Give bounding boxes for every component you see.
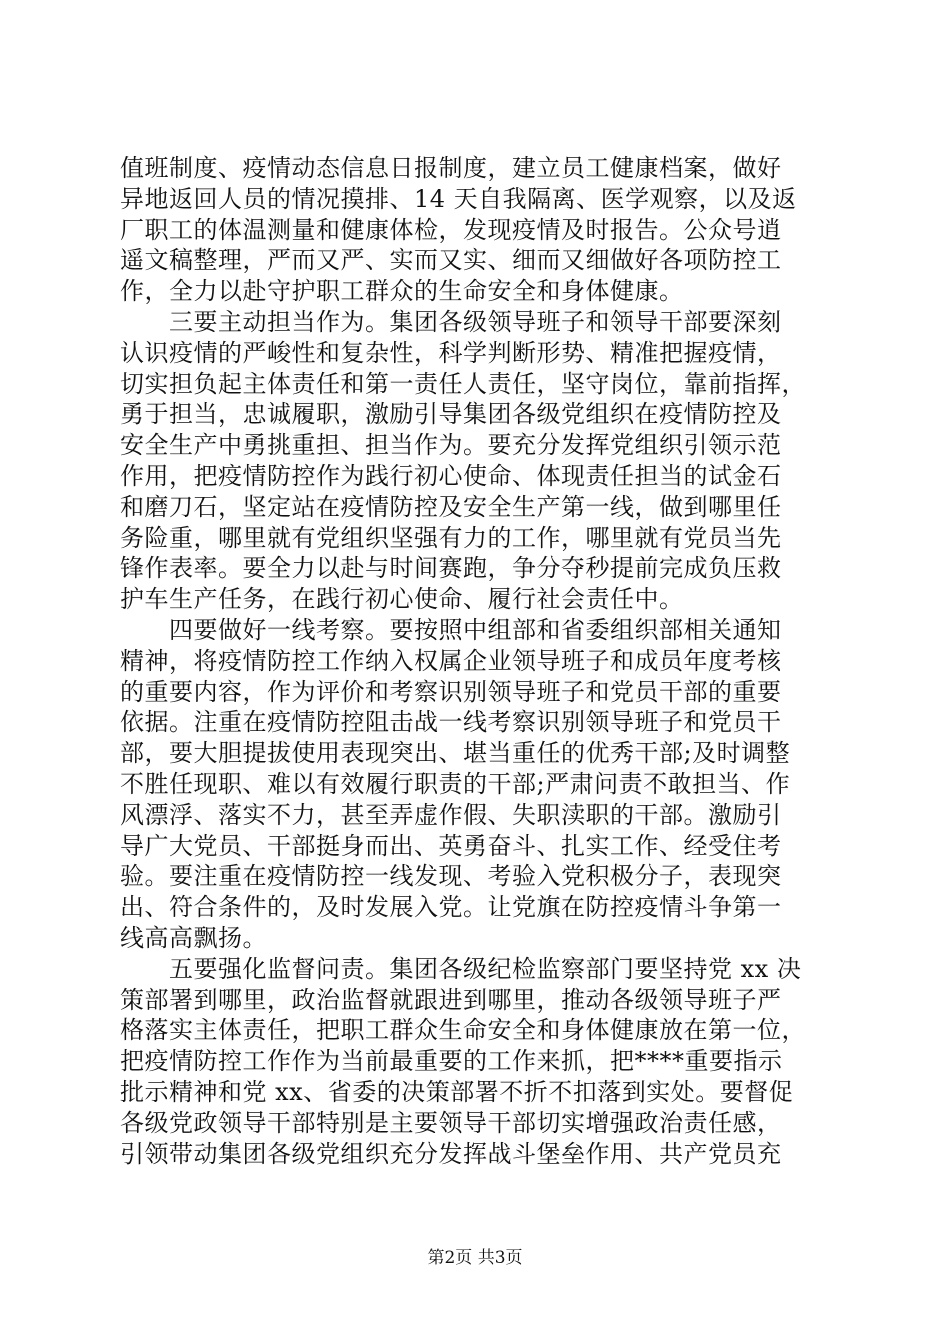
text-line: 策部署到哪里，政治监督就跟进到哪里，推动各级领导班子严 xyxy=(120,985,782,1014)
text-line: 异地返回人员的情况摸排、14 天自我隔离、医学观察，以及返 xyxy=(120,184,797,213)
text-line: 作，全力以赴守护职工群众的生命安全和身体健康。 xyxy=(120,277,684,306)
text-line: 勇于担当，忠诚履职，激励引导集团各级党组织在疫情防控及 xyxy=(120,400,782,429)
page-footer: 第2页 共3页 xyxy=(427,1248,523,1268)
text-line: 锋作表率。要全力以赴与时间赛跑，争分夺秒提前完成负压救 xyxy=(120,554,782,583)
text-line: 精神，将疫情防控工作纳入权属企业领导班子和成员年度考核 xyxy=(120,646,782,675)
text-line: 作用，把疫情防控作为践行初心使命、体现责任担当的试金石 xyxy=(120,461,782,490)
text-line: 引领带动集团各级党组织充分发挥战斗堡垒作用、共产党员充 xyxy=(120,1139,782,1168)
text-line: 依据。注重在疫情防控阻击战一线考察识别领导班子和党员干 xyxy=(120,708,782,737)
text-line: 把疫情防控工作作为当前最重要的工作来抓，把****重要指示 xyxy=(120,1047,783,1076)
text-line: 验。要注重在疫情防控一线发现、考验入党积极分子，表现突 xyxy=(120,862,782,891)
text-line: 务险重，哪里就有党组织坚强有力的工作，哪里就有党员当先 xyxy=(120,523,782,552)
text-line: 线高高飘扬。 xyxy=(120,923,267,952)
text-line: 厂职工的体温测量和健康体检，发现疫情及时报告。公众号逍 xyxy=(120,215,782,244)
text-line: 护车生产任务，在践行初心使命、履行社会责任中。 xyxy=(120,585,684,614)
text-line: 不胜任现职、难以有效履行职责的干部;严肃问责不敢担当、作 xyxy=(120,769,791,798)
text-line: 格落实主体责任，把职工群众生命安全和身体健康放在第一位， xyxy=(120,1016,806,1045)
body-text xyxy=(120,153,832,1169)
text-line: 三要主动担当作为。集团各级领导班子和领导干部要深刻 xyxy=(120,307,782,336)
text-line: 四要做好一线考察。要按照中组部和省委组织部相关通知 xyxy=(120,615,782,644)
text-line: 切实担负起主体责任和第一责任人责任，坚守岗位，靠前指挥， xyxy=(120,369,806,398)
text-line: 各级党政领导干部特别是主要领导干部切实增强政治责任感， xyxy=(120,1108,782,1137)
text-line: 遥文稿整理，严而又严、实而又实、细而又细做好各项防控工 xyxy=(120,246,782,275)
text-line: 和磨刀石，坚定站在疫情防控及安全生产第一线，做到哪里任 xyxy=(120,492,782,521)
text-line: 风漂浮、落实不力，甚至弄虚作假、失职渎职的干部。激励引 xyxy=(120,800,782,829)
text-line: 值班制度、疫情动态信息日报制度，建立员工健康档案，做好 xyxy=(120,154,782,182)
text-line: 导广大党员、干部挺身而出、英勇奋斗、扎实工作、经受住考 xyxy=(120,831,782,860)
text-line: 的重要内容，作为评价和考察识别领导班子和党员干部的重要 xyxy=(120,677,782,706)
text-line: 批示精神和党 xx、省委的决策部署不折不扣落到实处。要督促 xyxy=(120,1077,794,1106)
text-line: 五要强化监督问责。集团各级纪检监察部门要坚持党 xx 决 xyxy=(120,954,802,983)
text-line: 部，要大胆提拔使用表现突出、堪当重任的优秀干部;及时调整 xyxy=(120,739,791,768)
text-line: 安全生产中勇挑重担、担当作为。要充分发挥党组织引领示范 xyxy=(120,431,782,460)
text-line: 出、符合条件的，及时发展入党。让党旗在防控疫情斗争第一 xyxy=(120,893,782,922)
text-line: 认识疫情的严峻性和复杂性，科学判断形势、精准把握疫情， xyxy=(120,338,782,367)
